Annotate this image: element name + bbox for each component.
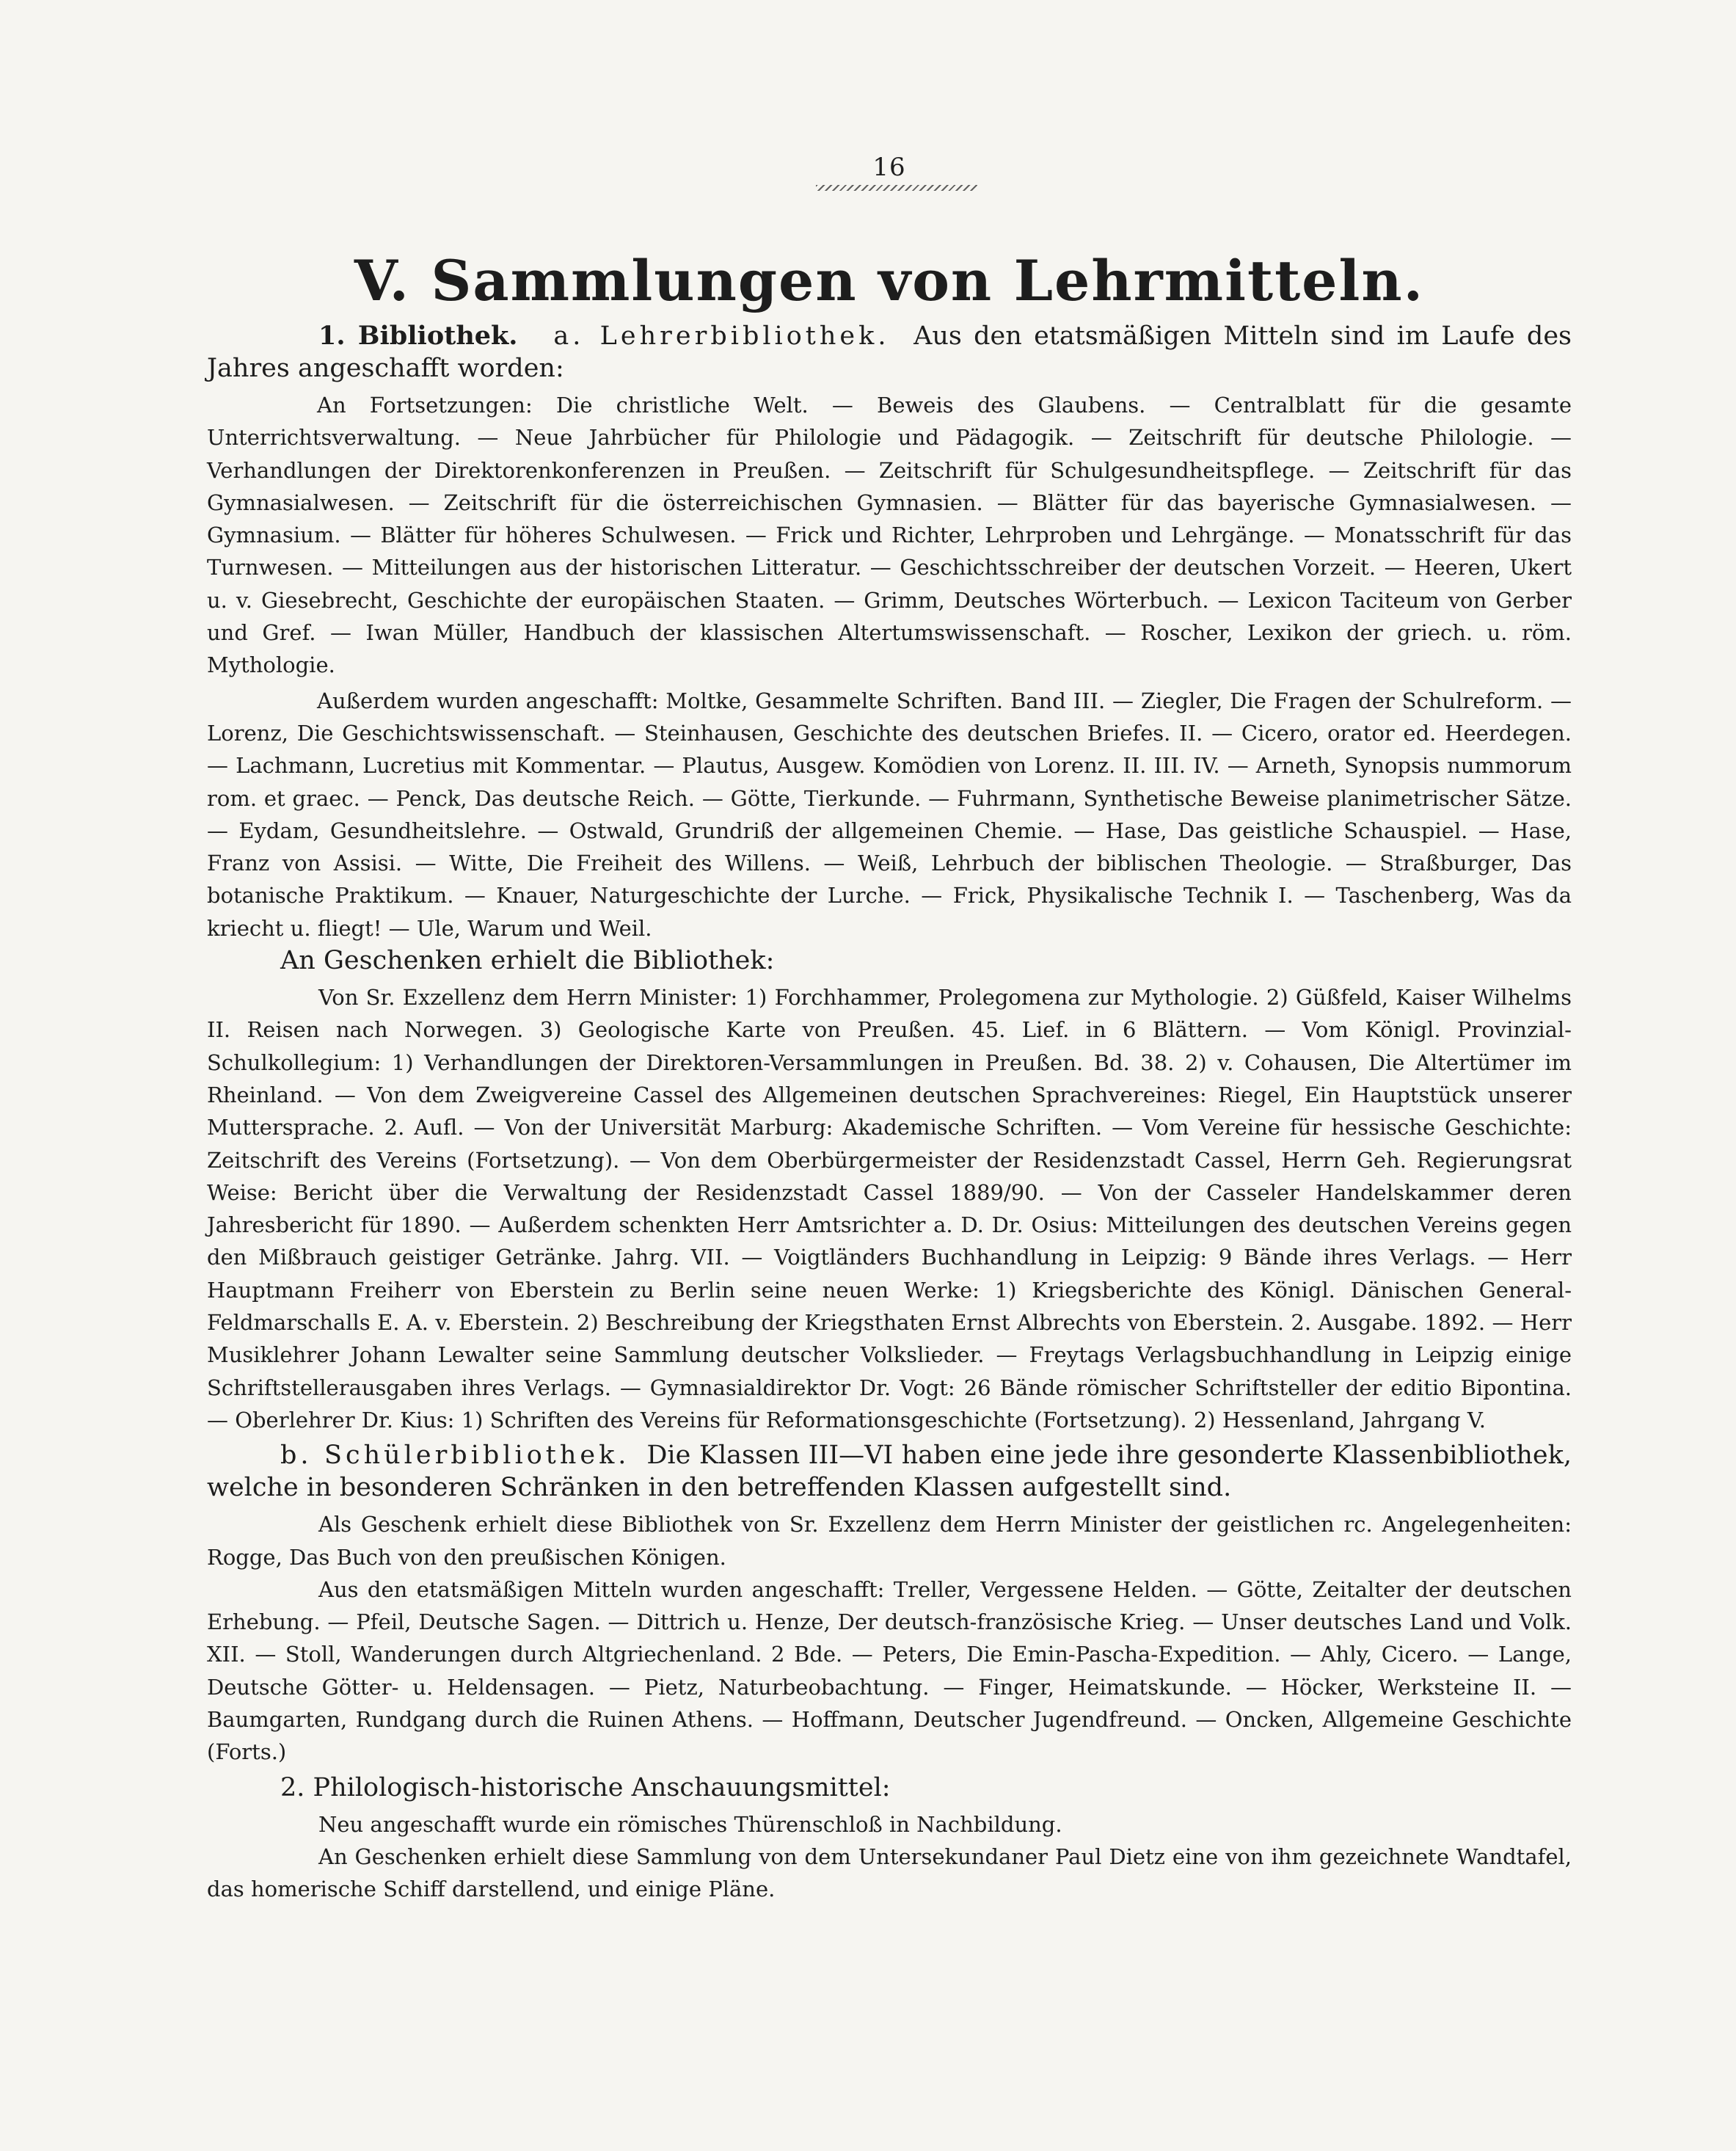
chapter-title: V. Sammlungen von Lehrmitteln.: [354, 248, 1425, 313]
bibliothek-intro: [207, 320, 1572, 385]
fortsetzungen-paragraph: An Fortsetzungen: Die christliche Welt. — Beweis des Glaubens. — Centralblatt für die gesamte Unterrichtsverwaltung. — Neue Jahrbücher für Philologie und Pädagogik. — Zeitschrift für deutsche Philologie. — Verhandlungen der Direktorenkonferenzen in Preußen. — Zeitschrift für Schulgesundheitspflege. — Zeitschrift für das Gymnasialwesen. — Zeitschrift für die österreichischen Gymnasien. — Blätter für das bayerische Gymnasialwesen. — Gymnasium. — Blätter für höheres Schulwesen. — Frick und Richter, Lehrproben und Lehrgänge. — Monatsschrift für das Turnwesen. — Mitteilungen aus der historischen Litteratur. — Geschichtsschreiber der deutschen Vorzeit. — Heeren, Ukert u. v. Giesebrecht, Geschichte der europäischen Staaten. — Grimm, Deutsches Wörterbuch. — Lexicon Taciteum von Gerber und Gref. — Iwan Müller, Handbuch der klassischen Altertumswissenschaft. — Roscher, Lexikon der griech. u. röm. Mythologie.: [207, 393, 1572, 678]
body-text: [207, 320, 1572, 1905]
geschenke-heading: An Geschenken erhielt die Bibliothek:: [280, 946, 775, 976]
lehrerbibliothek-intro: Aus den etatsmäßigen Mitteln sind im Laufe des Jahres angeschafft worden:: [207, 321, 1572, 383]
anschauungsmittel-geschenk: An Geschenken erhielt diese Sammlung von dem Untersekundaner Paul Dietz eine von ihm gezeichnete Wandtafel, das homerische Schiff darstellend, und einige Pläne.: [207, 1844, 1572, 1902]
lehrerbibliothek-heading: a. Lehrerbibliothek.: [553, 321, 890, 351]
section-1-heading: 1. Bibliothek.: [318, 321, 518, 351]
page-number-ornament: [816, 185, 977, 191]
schueler-geschenk-paragraph: Als Geschenk erhielt diese Bibliothek von Sr. Exzellenz dem Herrn Minister der geistlichen rc. Angelegenheiten: Rogge, Das Buch von den preußischen Königen.: [207, 1512, 1572, 1570]
schuelerbibliothek-intro: Die Klassen III—VI haben eine jede ihre gesonderte Klassenbibliothek, welche in besonderen Schränken in den betreffenden Klassen aufgestellt sind.: [207, 1441, 1572, 1503]
schuelerbibliothek-heading: b. Schülerbibliothek.: [280, 1441, 630, 1471]
geschenke-paragraph: Von Sr. Exzellenz dem Herrn Minister: 1) Forchhammer, Prolegomena zur Mythologie. 2) Güßfeld, Kaiser Wilhelms II. Reisen nach Norwegen. 3) Geologische Karte von Preußen. 45. Lief. in 6 Blättern. — Vom Königl. Provinzial-Schulkollegium: 1) Verhandlungen der Direktoren-Versammlungen in Preußen. Bd. 38. 2) v. Cohausen, Die Altertümer im Rheinland. — Von dem Zweigvereine Cassel des Allgemeinen deutschen Sprachvereines: Riegel, Ein Hauptstück unserer Muttersprache. 2. Aufl. — Von der Universität Marburg: Akademische Schriften. — Vom Vereine für hessische Geschichte: Zeitschrift des Vereins (Fortsetzung). — Von dem Oberbürgermeister der Residenzstadt Cassel, Herrn Geh. Regierungsrat Weise: Bericht über die Verwaltung der Residenzstadt Cassel 1889/90. — Von der Casseler Handelskammer deren Jahresbericht für 1890. — Außerdem schenkten Herr Amtsrichter a. D. Dr. Osius: Mitteilungen des deutschen Vereins gegen den Mißbrauch geistiger Getränke. Jahrg. VII. — Voigtländers Buchhandlung in Leipzig: 9 Bände ihres Verlags. — Herr Hauptmann Freiherr von Eberstein zu Berlin seine neuen Werke: 1) Kriegsberichte des Königl. Dänischen General-Feldmarschalls E. A. v. Eberstein. 2) Beschreibung der Kriegsthaten Ernst Albrechts von Eberstein. 2. Ausgabe. 1892. — Herr Musiklehrer Johann Lewalter seine Sammlung deutscher Volkslieder. — Freytags Verlagsbuchhandlung in Leipzig einige Schriftstellerausgaben ihres Verlags. — Gymnasialdirektor Dr. Vogt: 26 Bände römischer Schriftsteller der editio Bipontina. — Oberlehrer Dr. Kius: 1) Schriften des Vereins für Reformationsgeschichte (Fortsetzung). 2) Hessenland, Jahrgang V.: [207, 985, 1572, 1433]
page-number: 16: [872, 153, 906, 182]
schueler-angeschafft-paragraph: Aus den etatsmäßigen Mitteln wurden angeschafft: Treller, Vergessene Helden. — Götte, Zeitalter der deutschen Erhebung. — Pfeil, Deutsche Sagen. — Dittrich u. Henze, Der deutsch-französische Krieg. — Unser deutsches Land und Volk. XII. — Stoll, Wanderungen durch Altgriechenland. 2 Bde. — Peters, Die Emin-Pascha-Expedition. — Ahly, Cicero. — Lange, Deutsche Götter- u. Heldensagen. — Pietz, Naturbeobachtung. — Finger, Heimatskunde. — Höcker, Werksteine II. — Baumgarten, Rundgang durch die Ruinen Athens. — Hoffmann, Deutscher Jugendfreund. — Oncken, Allgemeine Geschichte (Forts.): [207, 1576, 1572, 1765]
schuelerbibliothek-paragraph: [207, 1439, 1572, 1504]
ausserdem-paragraph: Außerdem wurden angeschafft: Moltke, Gesammelte Schriften. Band III. — Ziegler, Die Fragen der Schulreform. — Lorenz, Die Geschichtswissenschaft. — Steinhausen, Geschichte des deutschen Briefes. II. — Cicero, orator ed. Heerdegen. — Lachmann, Lucretius mit Kommentar. — Plautus, Ausgew. Komödien von Lorenz. II. III. IV. — Arneth, Synopsis nummorum rom. et graec. — Penck, Das deutsche Reich. — Götte, Tierkunde. — Fuhrmann, Synthetische Beweise planimetrischer Sätze. — Eydam, Gesundheitslehre. — Ostwald, Grundriß der allgemeinen Chemie. — Hase, Das geistliche Schauspiel. — Hase, Franz von Assisi. — Witte, Die Freiheit des Willens. — Weiß, Lehrbuch der biblischen Theologie. — Straßburger, Das botanische Praktikum. — Knauer, Naturgeschichte der Lurche. — Frick, Physikalische Technik I. — Taschenberg, Was da kriecht u. fliegt! — Ule, Warum und Weil.: [207, 688, 1572, 941]
anschauungsmittel-neu: Neu angeschafft wurde ein römisches Thürenschloß in Nachbildung.: [318, 1811, 1062, 1837]
section-2-heading: 2. Philologisch-historische Anschauungsmittel:: [280, 1772, 891, 1802]
